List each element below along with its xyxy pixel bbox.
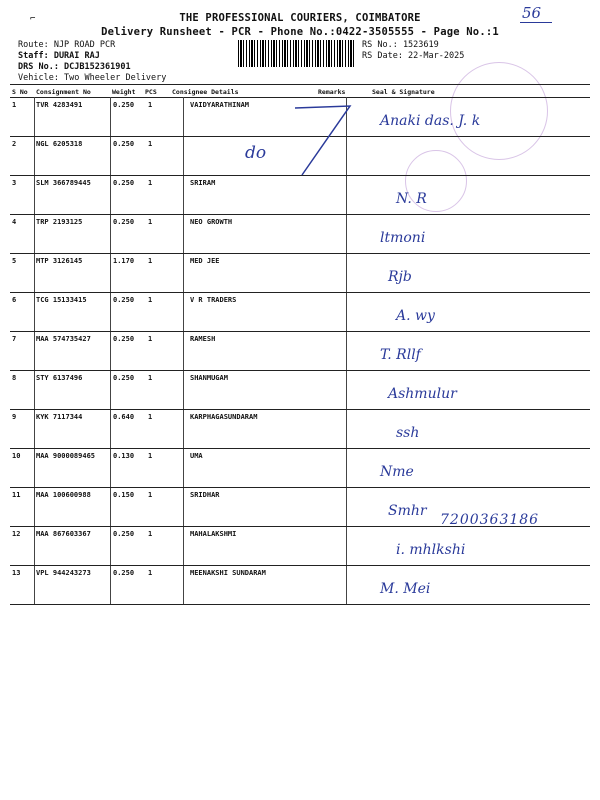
- row-rule: [10, 448, 590, 449]
- remarks-scribble: [290, 100, 360, 180]
- row-consignee: V R TRADERS: [190, 296, 237, 304]
- row-pcs: 1: [148, 335, 153, 343]
- row-rule: [10, 331, 590, 332]
- row-consignee: SHANMUGAM: [190, 374, 228, 382]
- row-consignee: SRIRAM: [190, 179, 216, 187]
- row-weight: 0.250: [113, 218, 135, 226]
- row-consignee: MED JEE: [190, 257, 220, 265]
- grid-line: [34, 97, 35, 604]
- row-weight: 0.150: [113, 491, 135, 499]
- row-weight: 1.170: [113, 257, 135, 265]
- row-pcs: 1: [148, 257, 153, 265]
- row-pcs: 1: [148, 374, 153, 382]
- row-pcs: 1: [148, 296, 153, 304]
- col-seal-signature: Seal & Signature: [372, 88, 435, 96]
- col-weight: Weight: [112, 88, 136, 96]
- row-consignee: VAIDYARATHINAM: [190, 101, 250, 109]
- row-signature: ssh: [396, 425, 420, 441]
- route-info: Route: NJP ROAD PCR: [18, 40, 116, 50]
- row-pcs: 1: [148, 530, 153, 538]
- corner-mark: ⌐: [30, 14, 36, 24]
- row-pcs: 1: [148, 491, 153, 499]
- handwritten-phone: 7200363186: [440, 512, 540, 528]
- ditto-mark: do: [245, 143, 267, 163]
- row-weight: 0.130: [113, 452, 135, 460]
- row-consignment-no: KYK 7117344: [36, 413, 83, 421]
- row-rule: [10, 253, 590, 254]
- row-consignee: MEENAKSHI SUNDARAM: [190, 569, 266, 577]
- row-consignment-no: MAA 100600988: [36, 491, 91, 499]
- row-weight: 0.250: [113, 374, 135, 382]
- row-pcs: 1: [148, 140, 153, 148]
- row-signature: N. R: [396, 191, 427, 207]
- row-rule: [10, 214, 590, 215]
- row-rule: [10, 487, 590, 488]
- row-signature: M. Mei: [380, 581, 431, 597]
- row-sno: 4: [12, 218, 17, 226]
- col-consignment: Consignment No: [36, 88, 91, 96]
- row-signature: Smhr: [388, 503, 427, 519]
- row-weight: 0.250: [113, 296, 135, 304]
- row-sno: 2: [12, 140, 17, 148]
- row-sno: 7: [12, 335, 17, 343]
- document-subtitle: Delivery Runsheet - PCR - Phone No.:0422-3505555 - Page No.:1: [101, 26, 499, 38]
- row-signature: i. mhlkshi: [396, 542, 466, 558]
- row-consignment-no: STY 6137496: [36, 374, 83, 382]
- table-top-rule: [10, 84, 590, 85]
- col-remarks: Remarks: [318, 88, 346, 96]
- row-sno: 11: [12, 491, 21, 499]
- page-number-mark: 56: [522, 4, 542, 22]
- row-sno: 5: [12, 257, 17, 265]
- row-signature: ltmoni: [380, 230, 426, 246]
- row-consignee: MAHALAKSHMI: [190, 530, 237, 538]
- row-pcs: 1: [148, 179, 153, 187]
- row-consignment-no: MAA 867603367: [36, 530, 91, 538]
- row-consignment-no: MAA 574735427: [36, 335, 91, 343]
- rs-date: RS Date: 22-Mar-2025: [362, 51, 465, 61]
- drs-number: DRS No.: DCJB152361901: [18, 62, 131, 72]
- row-rule: [10, 292, 590, 293]
- header-bottom-rule: [10, 97, 590, 98]
- row-pcs: 1: [148, 452, 153, 460]
- row-weight: 0.250: [113, 569, 135, 577]
- row-pcs: 1: [148, 218, 153, 226]
- grid-line: [183, 97, 184, 604]
- row-sno: 1: [12, 101, 17, 109]
- document-title: THE PROFESSIONAL COURIERS, COIMBATORE: [179, 12, 421, 24]
- row-consignment-no: MTP 3126145: [36, 257, 83, 265]
- row-rule: [10, 370, 590, 371]
- row-weight: 0.640: [113, 413, 135, 421]
- row-weight: 0.250: [113, 101, 135, 109]
- col-sno: S No: [12, 88, 28, 96]
- staff-info: Staff: DURAI RAJ: [18, 51, 100, 61]
- vehicle-info: Vehicle: Two Wheeler Delivery: [18, 73, 167, 83]
- row-consignee: SRIDHAR: [190, 491, 220, 499]
- row-sno: 12: [12, 530, 21, 538]
- row-rule: [10, 604, 590, 605]
- row-consignee: NEO GROWTH: [190, 218, 233, 226]
- row-pcs: 1: [148, 101, 153, 109]
- row-signature: Ashmulur: [388, 386, 457, 402]
- row-sno: 3: [12, 179, 17, 187]
- row-weight: 0.250: [113, 335, 135, 343]
- barcode: [238, 40, 356, 67]
- row-rule: [10, 409, 590, 410]
- row-signature: T. Rllf: [380, 347, 421, 363]
- row-signature: Anaki das. J. k: [380, 113, 481, 129]
- row-weight: 0.250: [113, 140, 135, 148]
- row-signature: A. wy: [396, 308, 435, 324]
- row-weight: 0.250: [113, 179, 135, 187]
- row-sno: 9: [12, 413, 17, 421]
- row-sno: 8: [12, 374, 17, 382]
- col-pcs: PCS: [145, 88, 157, 96]
- row-signature: Nme: [380, 464, 414, 480]
- row-consignment-no: TRP 2193125: [36, 218, 83, 226]
- courier-stamp: [450, 62, 548, 160]
- rs-number: RS No.: 1523619: [362, 40, 439, 50]
- row-consignment-no: SLM 366789445: [36, 179, 91, 187]
- row-consignment-no: VPL 944243273: [36, 569, 91, 577]
- row-consignee: RAMESH: [190, 335, 216, 343]
- row-pcs: 1: [148, 413, 153, 421]
- row-rule: [10, 565, 590, 566]
- row-signature: Rjb: [388, 269, 412, 285]
- row-pcs: 1: [148, 569, 153, 577]
- col-consignee: Consignee Details: [172, 88, 239, 96]
- row-weight: 0.250: [113, 530, 135, 538]
- row-consignee: KARPHAGASUNDARAM: [190, 413, 258, 421]
- row-sno: 10: [12, 452, 21, 460]
- row-sno: 6: [12, 296, 17, 304]
- row-consignee: UMA: [190, 452, 203, 460]
- row-sno: 13: [12, 569, 21, 577]
- row-consignment-no: TVR 4283491: [36, 101, 83, 109]
- row-consignment-no: TCG 15133415: [36, 296, 87, 304]
- row-consignment-no: NGL 6205318: [36, 140, 83, 148]
- row-consignment-no: MAA 9000089465: [36, 452, 96, 460]
- grid-line: [110, 97, 111, 604]
